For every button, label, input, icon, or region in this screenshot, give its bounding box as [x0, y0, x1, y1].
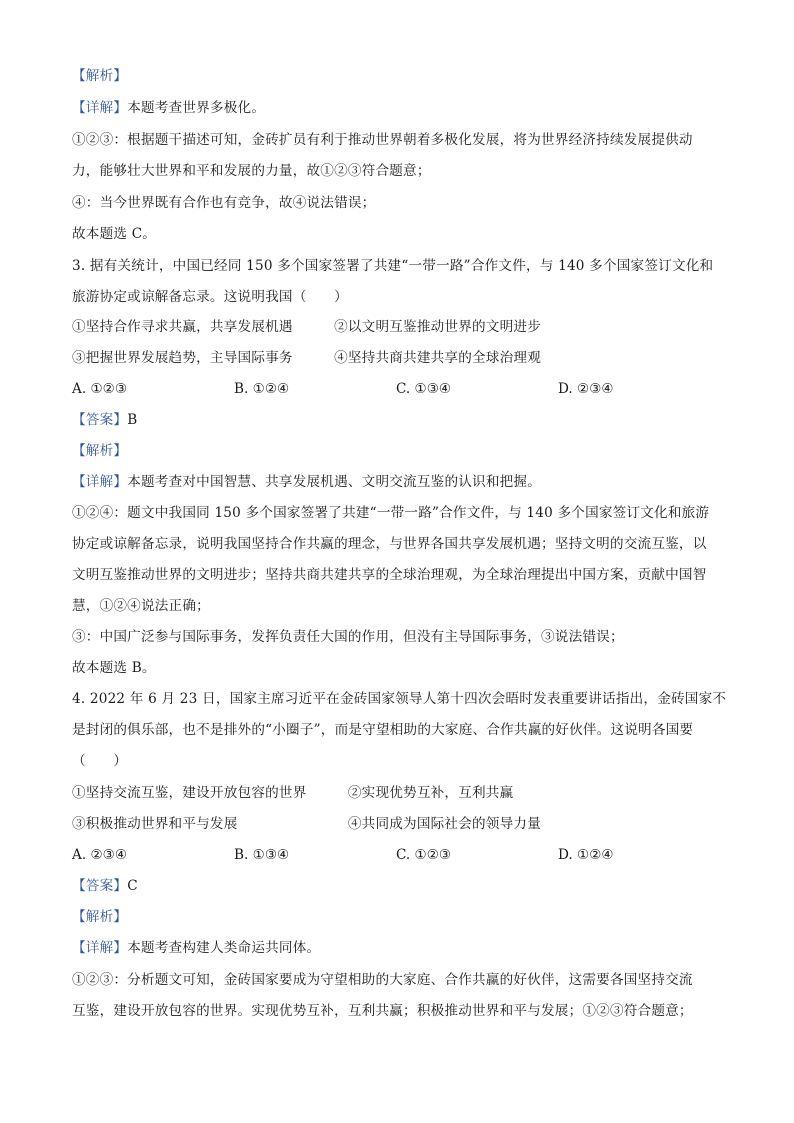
paragraph-line: 协定或谅解备忘录，说明我国坚持合作共赢的理念，与世界各国共享发展机遇；坚持文明的交流互鉴，以: [72, 536, 707, 552]
section-tag: 【解析】: [72, 443, 128, 459]
detail-heading: [72, 938, 320, 958]
question-stem: 3. 据有关统计，中国已经同 150 多个国家签署了共建“一带一路”合作文件，与 140 多个国家签订文化和: [72, 258, 714, 274]
answer-options: [72, 379, 726, 399]
paragraph-line: ①②④：题文中我国同 150 多个国家签署了共建“一带一路”合作文件，与 140 多个国家签订文化和旅游: [72, 505, 710, 521]
paragraph-text: 本题考查世界多极化。: [127, 100, 266, 116]
answer-line: [72, 876, 138, 896]
question-stem: （ ）: [72, 753, 128, 769]
paragraph-line: ③：中国广泛参与国际事务，发挥负责任大国的作用，但没有主导国际事务，③说法错误；: [72, 629, 624, 645]
section-tag: 【详解】: [72, 940, 128, 956]
paragraph-line: 文明互鉴推动世界的文明进步；坚持共商共建共享的全球治理观，为全球治理提出中国方案，贡献中国智: [72, 567, 707, 583]
answer-value: B: [127, 412, 138, 428]
paragraph-text: 本题考查对中国智慧、共享发展机遇、文明交流互鉴的认识和把握。: [127, 474, 541, 490]
paragraph-line: 慧，①②④说法正确；: [72, 598, 210, 614]
option-d: D. ①②④: [558, 847, 614, 863]
answer-options: [72, 845, 726, 865]
option-d: D. ②③④: [558, 381, 614, 397]
option-c: C. ①②③: [396, 847, 452, 863]
statement-line: ①坚持交流互鉴，建设开放包容的世界 ②实现优势互补，互利共赢: [72, 785, 514, 801]
option-a: A. ②③④: [72, 847, 128, 863]
statement-line: ③积极推动世界和平与发展 ④共同成为国际社会的领导力量: [72, 816, 541, 832]
section-tag: 【解析】: [72, 909, 128, 925]
detail-heading: [72, 98, 265, 118]
paragraph-line: 力，能够壮大世界和平和发展的力量，故①②③符合题意；: [72, 163, 431, 179]
paragraph-line: 互鉴，建设开放包容的世界。实现优势互补，互利共赢；积极推动世界和平与发展；①②③符合题意；: [72, 1003, 693, 1019]
paragraph-line: 故本题选 C。: [72, 226, 157, 242]
detail-heading: [72, 472, 541, 492]
section-tag: 【解析】: [72, 68, 128, 84]
paragraph-line: ①②③：根据题干描述可知，金砖扩员有利于推动世界朝着多极化发展，将为世界经济持续发展提供动: [72, 132, 693, 148]
paragraph-line: ①②③：分析题文可知，金砖国家要成为守望相助的大家庭、合作共赢的好伙伴，这需要各国坚持交流: [72, 972, 693, 988]
statement-line: ①坚持合作寻求共赢，共享发展机遇 ②以文明互鉴推动世界的文明进步: [72, 319, 541, 335]
section-tag: 【详解】: [72, 474, 128, 490]
option-c: C. ①③④: [396, 381, 452, 397]
section-tag: 【详解】: [72, 100, 128, 116]
analysis-heading: [72, 66, 127, 86]
paragraph-line: 故本题选 B。: [72, 660, 156, 676]
analysis-heading: [72, 907, 127, 927]
statement-line: ③把握世界发展趋势，主导国际事务 ④坚持共商共建共享的全球治理观: [72, 350, 541, 366]
answer-line: [72, 410, 137, 430]
section-tag: 【答案】: [72, 878, 128, 894]
paragraph-text: 本题考查构建人类命运共同体。: [127, 940, 321, 956]
analysis-heading: [72, 441, 127, 461]
section-tag: 【答案】: [72, 412, 128, 428]
question-stem: 4. 2022 年 6 月 23 日，国家主席习近平在金砖国家领导人第十四次会晤时发表重要讲话指出，金砖国家不: [72, 691, 727, 707]
option-a: A. ①②③: [72, 381, 128, 397]
question-stem: 是封闭的俱乐部，也不是排外的“小圈子”，而是守望相助的大家庭、合作共赢的好伙伴。这说明各国要: [72, 722, 694, 738]
option-b: B. ①③④: [234, 847, 290, 863]
answer-value: C: [127, 878, 138, 894]
option-b: B. ①②④: [234, 381, 290, 397]
question-stem: 旅游协定或谅解备忘录。这说明我国（ ）: [72, 289, 348, 305]
paragraph-line: ④：当今世界既有合作也有竞争，故④说法错误；: [72, 195, 376, 211]
